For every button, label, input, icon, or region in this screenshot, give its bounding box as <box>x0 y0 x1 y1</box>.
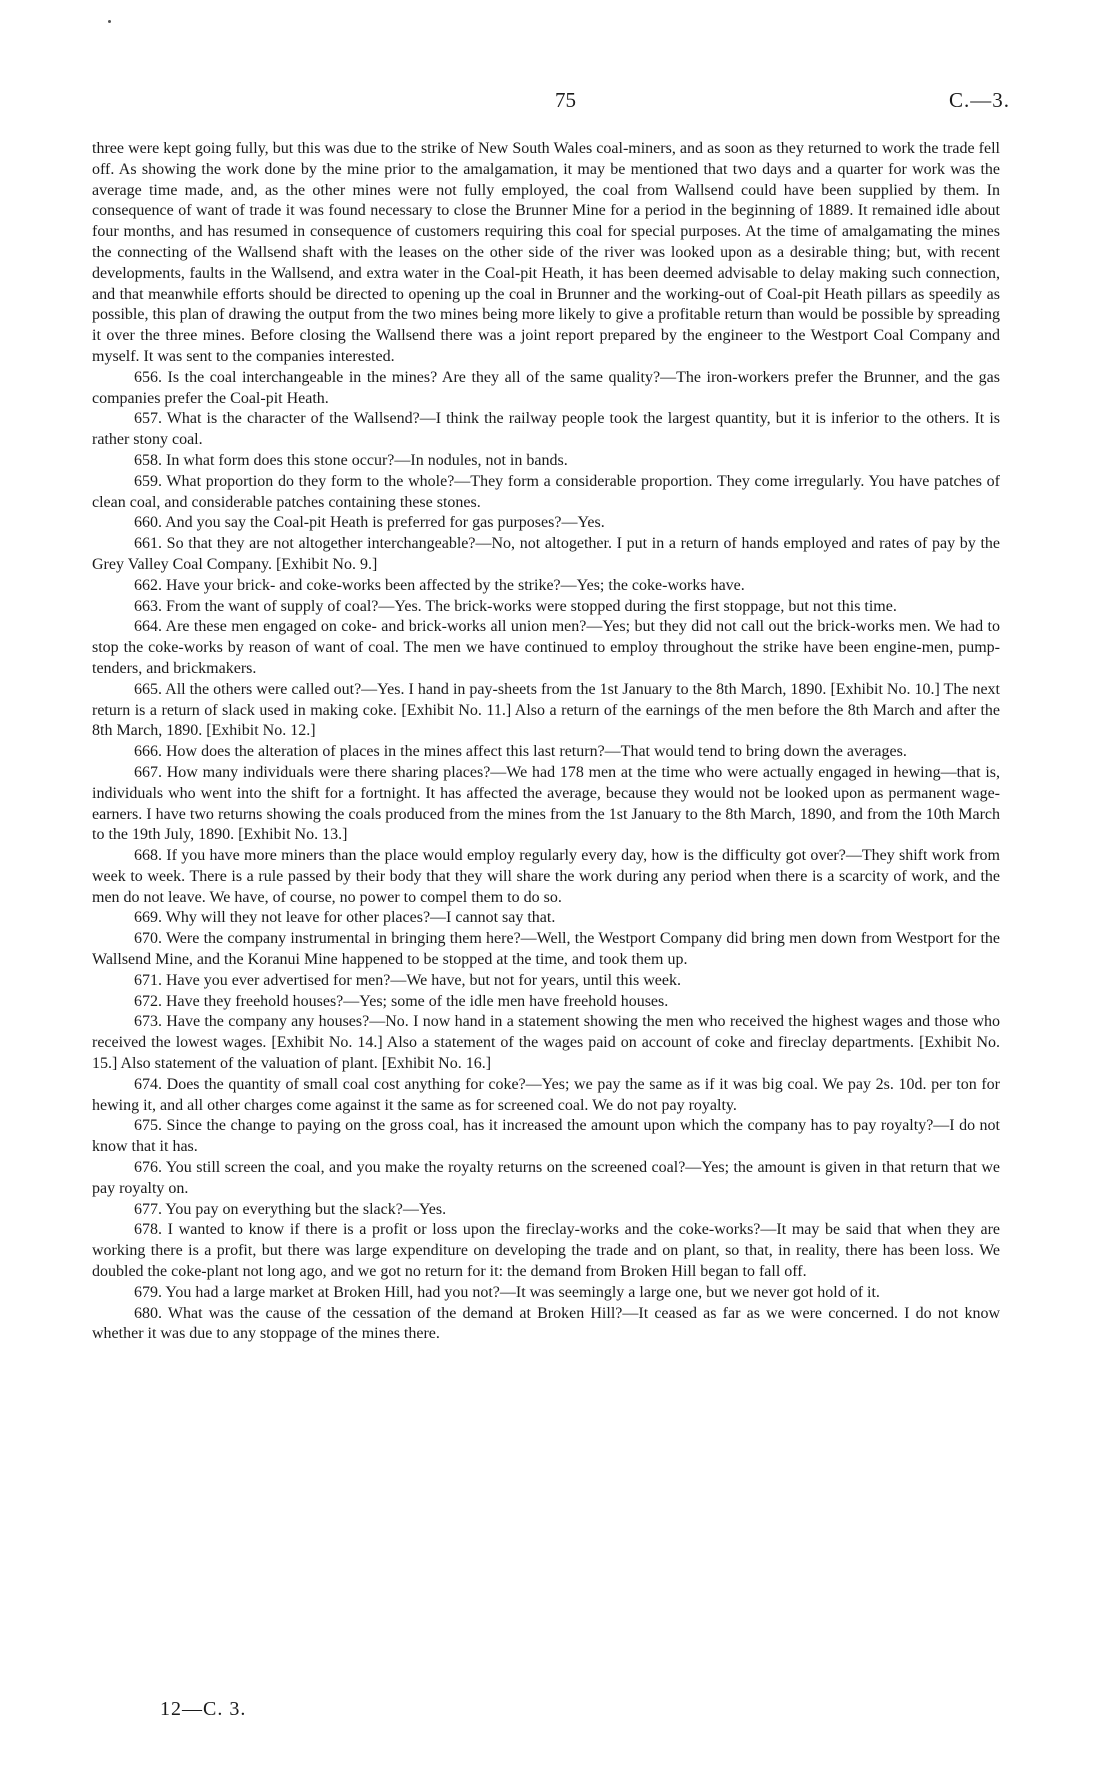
question-665: 665. All the others were called out?—Yes. I hand in pay-sheets from the 1st January to the 8th March, 1890. [Exhibit No. 10.] The next return is a return of slack used in making coke. [Exhibit No. 11.] Also a return of the earnings of the men before the 8th March and after the 8th March, 1890. [Exhibit No. 12.] <box>92 680 1000 740</box>
page-number: 75 <box>555 88 576 112</box>
paper-speck <box>108 20 111 23</box>
question-675: 675. Since the change to paying on the gross coal, has it increased the amount upon which the company has to pay royalty?—I do not know that it has. <box>92 1117 1000 1156</box>
paragraph-continuation: three were kept going fully, but this was due to the strike of New South Wales coal-miners, and as soon as they returned to work the trade fell off. As showing the work done by the mine prior to the amalgamation, it may be mentioned that two days and a quarter for work was the average time made, and, as the other mines were not fully employed, the coal from Wallsend could have been supplied by them. In consequence of want of trade it was found necessary to close the Brunner Mine for a period in the beginning of 1889. It remained idle about four months, and has resumed in consequence of customers requiring this coal for special purposes. At the time of amalgamating the mines the connecting of the Wallsend shaft with the leases on the other side of the river was looked upon as a desirable thing; but, with recent developments, faults in the Wallsend, and extra water in the Coal-pit Heath, it has been deemed advisable to delay making such connection, and that meanwhile efforts should be directed to opening up the coal in Brunner and the working-out of Coal-pit Heath pillars as speedily as possible, this plan of drawing the output from the two mines being more likely to give a profitable return than would be possible by spreading it over the three mines. Before closing the Wallsend there was a joint report prepared by the engineer to the Westport Coal Company and myself. It was sent to the companies interested. <box>92 140 1000 365</box>
question-658: 658. In what form does this stone occur?—In nodules, not in bands. <box>134 451 568 469</box>
document-body <box>92 139 1000 1345</box>
signature-mark: 12—C. 3. <box>160 1698 247 1720</box>
question-667: 667. How many individuals were there sharing places?—We had 178 men at the time who were actually engaged in hewing—that is, individuals who went into the shift for a fortnight. It has affected the average, because they would not be looked upon as permanent wage-earners. I have two returns showing the coals produced from the mines from the 1st January to the 8th March, 1890, and from the 10th March to the 19th July, 1890. [Exhibit No. 13.] <box>92 763 1000 844</box>
question-671: 671. Have you ever advertised for men?—We have, but not for years, until this week. <box>134 971 681 989</box>
question-677: 677. You pay on everything but the slack?—Yes. <box>134 1200 447 1218</box>
question-668: 668. If you have more miners than the place would employ regularly every day, how is the difficulty got over?—They shift work from week to week. There is a rule passed by their body that they will share the work during any period when there is a scarcity of work, and the men do not leave. We have, of course, no power to compel them to do so. <box>92 847 1000 906</box>
question-666: 666. How does the alteration of places in the mines affect this last return?—That would tend to bring down the averages. <box>134 743 907 761</box>
question-669: 669. Why will they not leave for other places?—I cannot say that. <box>134 909 556 927</box>
question-661: 661. So that they are not altogether interchangeable?—No, not altogether. I put in a return of hands employed and rates of pay by the Grey Valley Coal Company. [Exhibit No. 9.] <box>92 535 1000 573</box>
question-674: 674. Does the quantity of small coal cost anything for coke?—Yes; we pay the same as if it was big coal. We pay 2s. 10d. per ton for hewing it, and all other charges come against it the same as for screened coal. We do not pay royalty. <box>92 1075 1000 1114</box>
question-680: 680. What was the cause of the cessation of the demand at Broken Hill?—It ceased as far as we were concerned. I do not know whether it was due to any stoppage of the mines there. <box>92 1304 1000 1343</box>
question-656: 656. Is the coal interchangeable in the mines? Are they all of the same quality?—The iron-workers prefer the Brunner, and the gas companies prefer the Coal-pit Heath. <box>92 368 1000 407</box>
question-662: 662. Have your brick- and coke-works been affected by the strike?—Yes; the coke-works have. <box>134 576 745 594</box>
question-676: 676. You still screen the coal, and you make the royalty returns on the screened coal?—Yes; the amount is given in that return that we pay royalty on. <box>92 1159 1000 1197</box>
question-678: 678. I wanted to know if there is a profit or loss upon the fireclay-works and the coke-works?—It may be said that when they are working there is a profit, but there was large expenditure on developing the trade and on plant, so that, in reality, there has been loss. We doubled the coke-plant not long ago, and we got no return for it: the demand from Broken Hill began to fall off. <box>92 1221 1000 1281</box>
question-673: 673. Have the company any houses?—No. I now hand in a statement showing the men who received the highest wages and those who received the lowest wages. [Exhibit No. 14.] Also a statement of the wages paid on account of coke and fireclay departments. [Exhibit No. 15.] Also statement of the valuation of plant. [Exhibit No. 16.] <box>92 1013 1000 1073</box>
question-659: 659. What proportion do they form to the whole?—They form a considerable proportion. They come irregularly. You have patches of clean coal, and considerable patches containing these stones. <box>92 472 1000 511</box>
question-660: 660. And you say the Coal-pit Heath is preferred for gas purposes?—Yes. <box>134 514 605 532</box>
question-663: 663. From the want of supply of coal?—Yes. The brick-works were stopped during the first stoppage, but not this time. <box>134 597 897 615</box>
question-657: 657. What is the character of the Wallsend?—I think the railway people took the largest quantity, but it is inferior to the others. It is rather stony coal. <box>92 410 1000 449</box>
page-header <box>0 88 1114 118</box>
question-670: 670. Were the company instrumental in bringing them here?—Well, the Westport Company did bring men down from Westport for the Wallsend Mine, and the Koranui Mine happened to be stopped at the time, and took them up. <box>92 930 1000 969</box>
question-664: 664. Are these men engaged on coke- and brick-works all union men?—Yes; but they did not call out the brick-works men. We had to stop the coke-works by reason of want of coal. The men we have continued to employ throughout the strike have been engine-men, pump-tenders, and brickmakers. <box>92 618 1000 677</box>
paper-reference: C.—3. <box>948 88 1010 112</box>
question-679: 679. You had a large market at Broken Hill, had you not?—It was seemingly a large one, but we never got hold of it. <box>134 1283 880 1301</box>
question-672: 672. Have they freehold houses?—Yes; some of the idle men have freehold houses. <box>134 992 669 1010</box>
